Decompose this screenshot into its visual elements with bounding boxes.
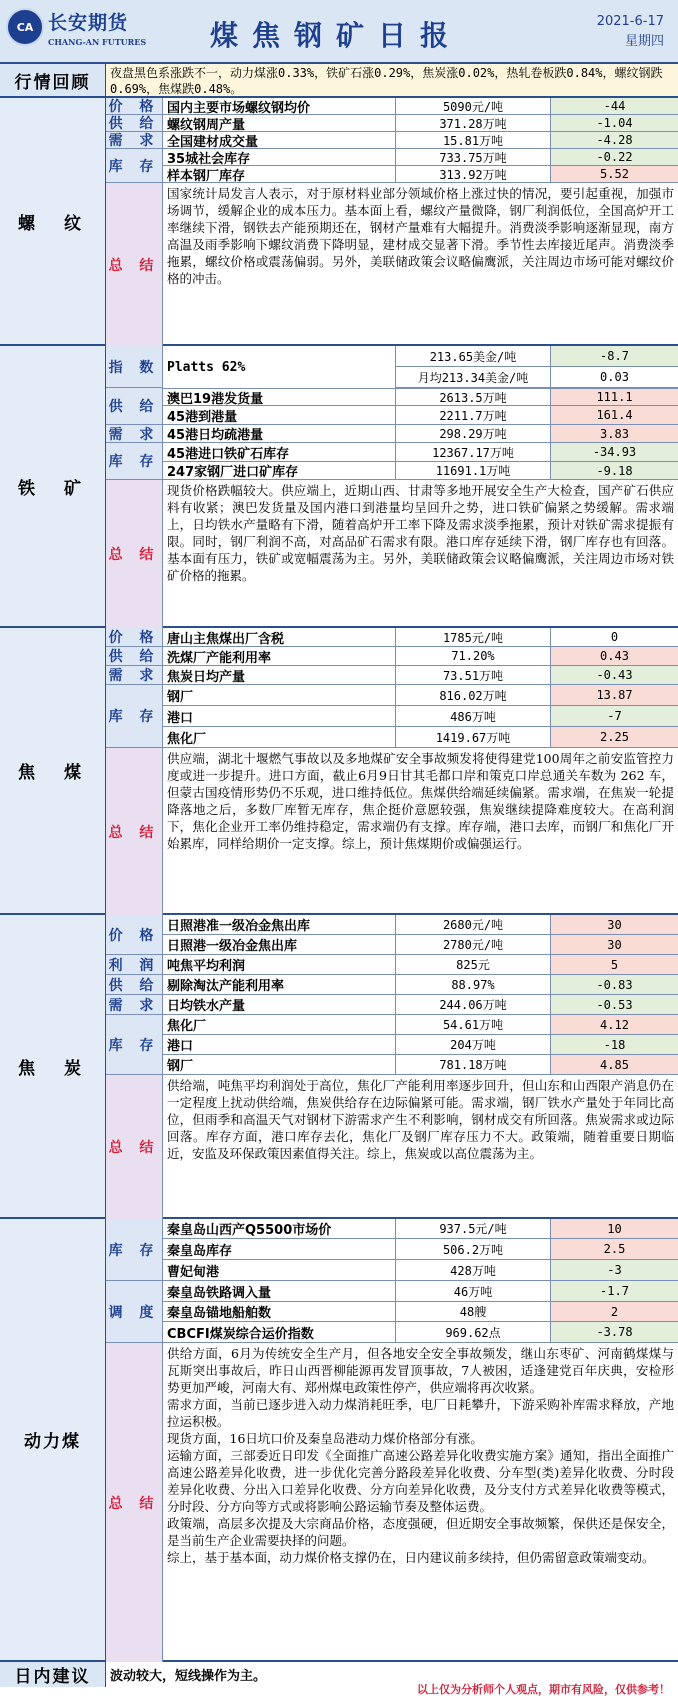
indicator-name: 45港日均疏港量 (163, 425, 396, 442)
indicator-change: -1.04 (551, 115, 678, 131)
indicator-name: 45港进口铁矿石库存 (163, 443, 396, 461)
indicator-value: 88.97% (396, 975, 551, 994)
intraday-label: 日内建议 (0, 1662, 106, 1687)
indicator-value: 371.28万吨 (396, 115, 551, 131)
indicator-name: 港口 (163, 1035, 396, 1054)
coke-cat-price: 价 格 (106, 915, 163, 955)
indicator-name: 曹妃甸港 (163, 1260, 396, 1280)
indicator-value: 937.5元/吨 (396, 1219, 551, 1238)
indicator-change: 5 (551, 955, 678, 974)
indicator-value: 244.06万吨 (396, 995, 551, 1014)
thermal-coal-section (0, 1219, 678, 1662)
indicator-value: 825元 (396, 955, 551, 974)
rebar-cat-inventory: 库 存 (106, 149, 163, 183)
indicator-value: 816.02万吨 (396, 685, 551, 705)
thermal-coal-cat-inventory: 库 存 (106, 1219, 163, 1281)
indicator-value: 313.92万吨 (396, 166, 551, 182)
indicator-name: 全国建材成交量 (163, 132, 396, 148)
indicator-change: -8.7 (551, 346, 678, 366)
indicator-value: 54.61万吨 (396, 1015, 551, 1034)
indicator-change: 0.43 (551, 647, 678, 665)
indicator-name: 唐山主焦煤出厂含税 (163, 628, 396, 646)
table-row (163, 628, 678, 647)
company-logo-icon: CA (6, 8, 44, 46)
coking-coal-cat-demand: 需 求 (106, 666, 163, 685)
indicator-value: 12367.17万吨 (396, 443, 551, 461)
indicator-change: -34.93 (551, 443, 678, 461)
indicator-value: 486万吨 (396, 706, 551, 726)
table-row (163, 98, 678, 115)
iron-ore-cat-inventory: 库 存 (106, 443, 163, 480)
indicator-change: 111.1 (551, 389, 678, 405)
indicator-value: 969.62点 (396, 1322, 551, 1342)
indicator-change: 5.52 (551, 166, 678, 182)
indicator-change: 30 (551, 915, 678, 934)
indicator-value: 2613.5万吨 (396, 389, 551, 405)
report-date (597, 12, 664, 52)
table-row (163, 1281, 678, 1302)
coke-summary-text: 供给端，吨焦平均利润处于高位，焦化厂产能利用率逐步回升，但山东和山西限产消息仍在一定程度上扰动供给端，焦炭供给存在边际偏紧可能。需求端，钢厂铁水产量处于年同比高位，但雨季和高温天气对钢材下游需求产生不利影响，钢材成交有所回落。焦炭需求或边际回落。库存方面，港口库存去化，焦化厂及钢厂库存压力不大。政策端，随着重要日期临近，安监及环保政策因素值得关注。综上，焦炭或以高位震荡为主。 (167, 1078, 674, 1161)
indicator-name: 钢厂 (163, 1055, 396, 1074)
rebar-section (0, 98, 678, 346)
indicator-change: -44 (551, 98, 678, 114)
indicator-change: 2 (551, 1302, 678, 1321)
indicator-change: 4.85 (551, 1055, 678, 1074)
table-row (163, 1055, 678, 1075)
indicator-change: -0.53 (551, 995, 678, 1014)
indicator-name: 焦化厂 (163, 1015, 396, 1034)
table-row (396, 367, 678, 388)
table-row (163, 425, 678, 443)
indicator-name: 洗煤厂产能利用率 (163, 647, 396, 665)
indicator-name: 247家钢厂进口矿库存 (163, 462, 396, 479)
indicator-change: -0.83 (551, 975, 678, 994)
table-row (163, 1260, 678, 1281)
indicator-value: 2211.7万吨 (396, 406, 551, 424)
indicator-value: 73.51万吨 (396, 666, 551, 684)
report-header (0, 0, 678, 64)
indicator-value: 48艘 (396, 1302, 551, 1321)
indicator-value: 428万吨 (396, 1260, 551, 1280)
indicator-name: 焦化厂 (163, 727, 396, 747)
table-row (163, 935, 678, 955)
intraday-text: 波动较大，短线操作为主。 (110, 1669, 267, 1684)
summary-paragraph: 运输方面，三部委近日印发《全面推广高速公路差异化收费实施方案》通知，指出全面推广高速公路差异化收费，进一步优化完善分路段差异化收费、分车型(类)差异化收费、分时段差异化收费、分出入口差异化收费、分方向差异化收费，及分支付方式差异化收费等模式，分时段、分方向等方式或将影响公路运输节奏及整体运费。 (167, 1448, 674, 1514)
table-row (163, 1239, 678, 1260)
indicator-change: 2.25 (551, 727, 678, 747)
table-row (163, 647, 678, 666)
indicator-name: 秦皇岛库存 (163, 1239, 396, 1259)
indicator-name: 焦炭日均产量 (163, 666, 396, 684)
indicator-name: 吨焦平均利润 (163, 955, 396, 974)
table-row (163, 727, 678, 748)
coke-cat-demand: 需 求 (106, 995, 163, 1015)
table-row (163, 443, 678, 462)
indicator-change: 3.83 (551, 425, 678, 442)
indicator-value: 733.75万吨 (396, 149, 551, 165)
indicator-change: 0.03 (551, 367, 678, 387)
indicator-change: -0.43 (551, 666, 678, 684)
summary-paragraph: 现货方面，16日坑口价及秦皇岛港动力煤价格部分有涨。 (167, 1431, 483, 1446)
iron-ore-label: 铁 矿 (0, 346, 106, 626)
indicator-change: 10 (551, 1219, 678, 1238)
indicator-value: 213.65美金/吨 (396, 346, 551, 366)
coke-cat-supply: 供 给 (106, 975, 163, 995)
thermal-coal-cat-dispatch: 调 度 (106, 1281, 163, 1343)
indicator-change: 0 (551, 628, 678, 646)
coke-cat-summary: 总 结 (106, 1075, 163, 1219)
indicator-change: -3 (551, 1260, 678, 1280)
company-name-en: CHANG-AN FUTURES (48, 37, 147, 47)
indicator-change: 2.5 (551, 1239, 678, 1259)
thermal-coal-cat-summary: 总 结 (106, 1343, 163, 1662)
indicator-name: 澳巴19港发货量 (163, 389, 396, 405)
indicator-name: 剔除淘汰产能利用率 (163, 975, 396, 994)
indicator-name: Platts 62% (163, 346, 396, 388)
rebar-summary-text: 国家统计局发言人表示，对于原材料业部分领域价格上涨过快的情况，要引起重视，加强市场调节，缓解企业的成本压力。基本面上看，螺纹产量微降，钢厂利润低位，全国高炉开工率继续下滑，钢铁去产能预期还在，钢材产量难有大幅提升。消费淡季影响逐渐显现，南方高温及雨季影响下螺纹消费下降明显，建材成交显著下滑。季节性去库接近尾声。消费淡季拖累，螺纹价格或震荡偏弱。另外，美联储政策会议略偏鹰派，关注周边市场可能对螺纹价格的冲击。 (167, 186, 674, 286)
weekday-text: 星期四 (624, 34, 664, 49)
indicator-value: 11691.1万吨 (396, 462, 551, 479)
indicator-value: 5090元/吨 (396, 98, 551, 114)
coking-coal-cat-summary: 总 结 (106, 748, 163, 915)
indicator-value: 781.18万吨 (396, 1055, 551, 1074)
indicator-name: 港口 (163, 706, 396, 726)
indicator-value: 506.2万吨 (396, 1239, 551, 1259)
coking-coal-section (0, 628, 678, 915)
indicator-value: 15.81万吨 (396, 132, 551, 148)
iron-ore-section (0, 346, 678, 628)
table-row (163, 995, 678, 1015)
table-row (163, 706, 678, 727)
iron-ore-summary-text: 现货价格跌幅较大。供应端上，近期山西、甘肃等多地开展安全生产大检查，国产矿石供应料有收紧；澳巴发货量及国内港口到港量均呈回升之势，进口铁矿偏紧之势缓解。需求端上，日均铁水产量略有下滑，随着高炉开工率下降及需求淡季拖累，预计对铁矿需求提振有限。同时，钢厂利润不高，对高品矿石需求有限。港口库存延续下滑，钢厂库存也有回落。基本面有压力，铁矿或宽幅震荡为主。另外，美联储政策会议略偏鹰派，关注周边市场对铁矿价格的拖累。 (167, 483, 674, 583)
summary-paragraph: 政策端，高层多次提及大宗商品价格，态度强硬，但近期安全事故频繁，保供还是保安全，是当前生产企业需要抉择的问题。 (167, 1516, 674, 1548)
table-row (163, 915, 678, 935)
disclaimer-text: 以上仅为分析师个人观点，期市有风险，仅供参考！ (417, 1683, 670, 1696)
coking-coal-cat-price: 价 格 (106, 628, 163, 647)
indicator-value: 1785元/吨 (396, 628, 551, 646)
indicator-value: 2680元/吨 (396, 915, 551, 934)
table-row (163, 462, 678, 480)
market-review-section (0, 64, 678, 98)
rebar-cat-supply: 供 给 (106, 115, 163, 132)
table-row (163, 406, 678, 425)
indicator-name: 秦皇岛山西产Q5500市场价 (163, 1219, 396, 1238)
iron-ore-cat-demand: 需 求 (106, 425, 163, 443)
indicator-value: 298.29万吨 (396, 425, 551, 442)
summary-paragraph: 供给方面，6月为传统安全生产月，但各地安全安全事故频发，继山东枣矿、河南鹤煤煤与瓦斯突出事故后，昨日山西晋柳能源再发冒顶事故，7人被困，适逢建党百年庆典，安检形势更加严峻，河南大有、郑州煤电政策性停产，供应端将再次收紧。 (167, 1346, 674, 1395)
indicator-name: 秦皇岛铁路调入量 (163, 1281, 396, 1301)
table-row (163, 1015, 678, 1035)
indicator-name: 日照港一级冶金焦出库 (163, 935, 396, 954)
iron-ore-cat-index: 指 数 (106, 346, 163, 388)
rebar-cat-summary: 总 结 (106, 183, 163, 346)
table-row (163, 388, 678, 406)
coking-coal-cat-inventory: 库 存 (106, 685, 163, 748)
coke-section (0, 915, 678, 1219)
rebar-label: 螺 纹 (0, 98, 106, 344)
table-row (163, 1322, 678, 1343)
indicator-change: -1.7 (551, 1281, 678, 1301)
indicator-name: 钢厂 (163, 685, 396, 705)
coking-coal-cat-supply: 供 给 (106, 647, 163, 666)
table-row (163, 685, 678, 706)
indicator-value: 1419.67万吨 (396, 727, 551, 747)
date-text: 2021-6-17 (596, 14, 664, 29)
indicator-name: 35城社会库存 (163, 149, 396, 165)
coking-coal-summary-text: 供应端，湖北十堰燃气事故以及多地煤矿安全事故频发将使得建党100周年之前安监管控力度或进一步提升。进口方面，截止6月9日甘其毛都口岸和策克口岸总通关车数为 262 车，但蒙古国疫情形势仍不乐观，进口维持低位。焦煤供给端延续偏紧。需求端，在焦炭一轮提降落地之后，多数厂库暂无库存，焦企挺价意愿较强，焦炭继续提降难度较大。在高利润下，焦化企业开工率仍维持稳定，需求端仍有支撑。库存端，港口去库，而钢厂和焦化厂开始累库，同样给期价一定支撑。综上，预计焦煤期价或偏强运行。 (167, 751, 674, 851)
indicator-change: -4.28 (551, 132, 678, 148)
coke-label: 焦 炭 (0, 915, 106, 1217)
table-row (163, 1302, 678, 1322)
market-review-text: 夜盘黑色系涨跌不一，动力煤涨0.33%，铁矿石涨0.29%，焦炭涨0.02%，热轧卷板跌0.84%，螺纹钢跌0.69%，焦煤跌0.48%。 (106, 64, 678, 96)
indicator-name: 螺纹钢周产量 (163, 115, 396, 131)
report-title: 煤焦钢矿日报 (210, 19, 463, 52)
indicator-value: 月均213.34美金/吨 (396, 367, 551, 387)
coke-cat-profit: 利 润 (106, 955, 163, 975)
table-row (163, 1219, 678, 1239)
iron-ore-cat-supply: 供 给 (106, 388, 163, 425)
table-row (163, 666, 678, 685)
table-row (163, 132, 678, 149)
table-row (163, 166, 678, 183)
table-row (163, 1035, 678, 1055)
indicator-change: -9.18 (551, 462, 678, 479)
indicator-change: -0.22 (551, 149, 678, 165)
rebar-cat-price: 价 格 (106, 98, 163, 115)
indicator-change: 13.87 (551, 685, 678, 705)
indicator-value: 71.20% (396, 647, 551, 665)
indicator-change: 161.4 (551, 406, 678, 424)
indicator-value: 2780元/吨 (396, 935, 551, 954)
market-review-label: 行情回顾 (0, 64, 106, 96)
summary-paragraph: 需求方面，当前已逐步进入动力煤消耗旺季，电厂日耗攀升，下游采购补库需求释放，产地拉运积极。 (167, 1397, 674, 1429)
coke-cat-inventory: 库 存 (106, 1015, 163, 1075)
indicator-change: 4.12 (551, 1015, 678, 1034)
coking-coal-label: 焦 煤 (0, 628, 106, 913)
thermal-coal-label: 动力煤 (0, 1219, 106, 1660)
company-name: 长安期货 (48, 12, 129, 34)
indicator-name: 日均铁水产量 (163, 995, 396, 1014)
indicator-name: 45港到港量 (163, 406, 396, 424)
indicator-change: -18 (551, 1035, 678, 1054)
iron-ore-cat-summary: 总 结 (106, 480, 163, 628)
indicator-value: 46万吨 (396, 1281, 551, 1301)
intraday-section (0, 1662, 678, 1699)
summary-paragraph: 综上，基于基本面，动力煤价格支撑仍在，日内建议前多续持，但仍需留意政策端变动。 (167, 1550, 655, 1565)
thermal-coal-summary (163, 1343, 678, 1660)
indicator-change: -3.78 (551, 1322, 678, 1342)
table-row (163, 115, 678, 132)
rebar-cat-demand: 需 求 (106, 132, 163, 149)
indicator-change: 30 (551, 935, 678, 954)
indicator-value: 204万吨 (396, 1035, 551, 1054)
indicator-name: 秦皇岛锚地船舶数 (163, 1302, 396, 1321)
indicator-name: 样本钢厂库存 (163, 166, 396, 182)
indicator-change: -7 (551, 706, 678, 726)
indicator-name: 国内主要市场螺纹钢均价 (163, 98, 396, 114)
table-row (163, 149, 678, 166)
indicator-name: CBCFI煤炭综合运价指数 (163, 1322, 396, 1342)
table-row (163, 975, 678, 995)
table-row (163, 955, 678, 975)
indicator-name: 日照港准一级冶金焦出库 (163, 915, 396, 934)
table-row (396, 346, 678, 367)
